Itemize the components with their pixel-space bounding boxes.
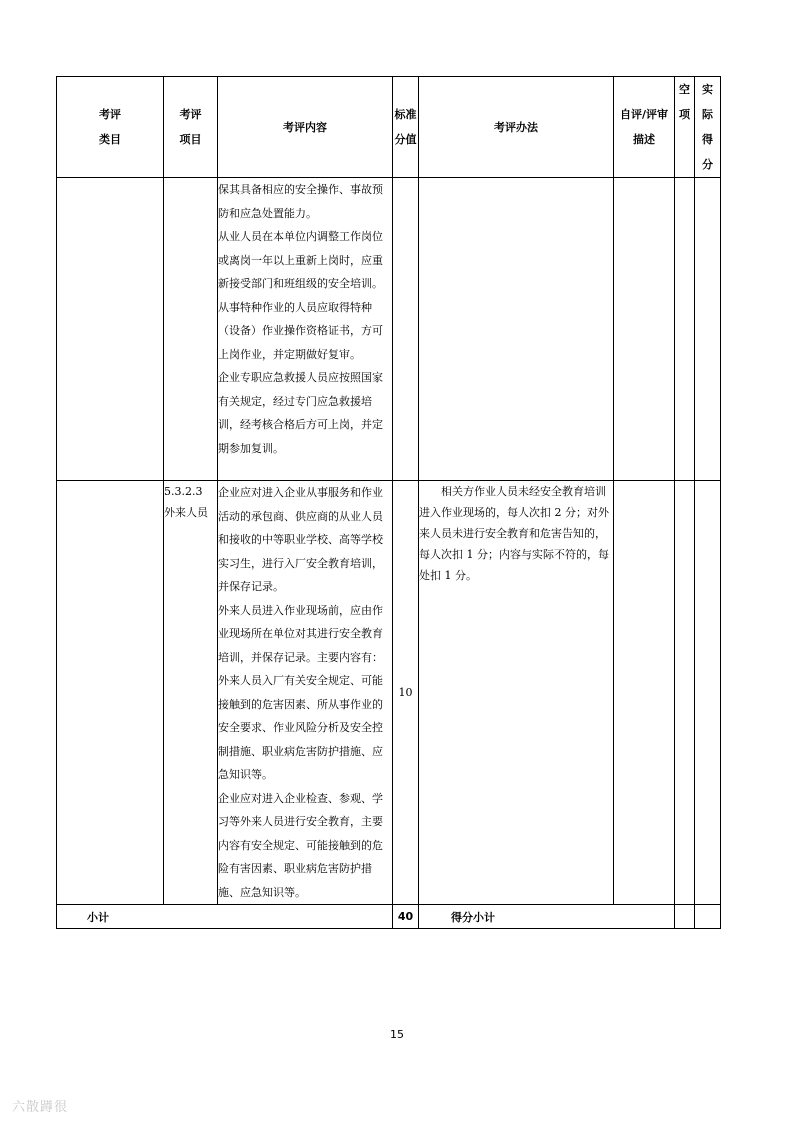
subtotal-label: 小计 bbox=[57, 905, 393, 929]
subtotal-row bbox=[57, 905, 721, 929]
actual-score-cell bbox=[695, 178, 721, 481]
score-subtotal-label: 得分小计 bbox=[419, 905, 675, 929]
category-cell bbox=[57, 481, 164, 905]
method-cell: 相关方作业人员未经安全教育培训进入作业现场的，每人次扣 2 分；对外来人员未进行安全教育和危害告知的，每人次扣 1 分；内容与实际不符的，每处扣 1 分。 bbox=[419, 481, 614, 905]
actual-score-cell bbox=[695, 481, 721, 905]
content-cell: 企业应对进入企业从事服务和作业活动的承包商、供应商的从业人员和接收的中等职业学校、高等学校实习生，进行入厂安全教育培训，并保存记录。 外来人员进入作业现场前，应由作业现场所在单位对其进行安全教育培训，并保存记录。主要内容有：外来人员入厂有关安全规定、可能接触到的危害因素、所从事作业的安全要求、作业风险分析及安全控制措施、职业病危害防护措施、应急知识等。 企业应对进入企业检查、参观、学习等外来人员进行安全教育，主要内容有安全规定、可能接触到的危险有害因素、职业病危害防护措施、应急知识等。 bbox=[218, 481, 393, 905]
blank-item-cell bbox=[675, 481, 695, 905]
subtotal-score: 40 bbox=[393, 905, 419, 929]
subtotal-actual-score bbox=[695, 905, 721, 929]
header-method: 考评办法 bbox=[419, 77, 614, 178]
header-blank-item: 空 项 bbox=[675, 77, 695, 178]
category-cell bbox=[57, 178, 164, 481]
evaluation-table bbox=[56, 76, 721, 929]
page-number: 15 bbox=[390, 1028, 404, 1041]
header-item: 考评 项目 bbox=[164, 77, 218, 178]
watermark: 六散蹲很 bbox=[12, 1100, 69, 1115]
header-standard-score: 标准 分值 bbox=[393, 77, 419, 178]
header-self-assessment: 自评/评审 描述 bbox=[614, 77, 675, 178]
item-cell: 5.3.2.3 外来人员 bbox=[164, 481, 218, 905]
table-row bbox=[57, 481, 721, 905]
method-cell bbox=[419, 178, 614, 481]
header-category: 考评 类目 bbox=[57, 77, 164, 178]
content-cell: 保其具备相应的安全操作、事故预防和应急处置能力。 从业人员在本单位内调整工作岗位或离岗一年以上重新上岗时，应重新接受部门和班组级的安全培训。 从事特种作业的人员应取得特种（设备）作业操作资格证书，方可上岗作业，并定期做好复审。 企业专职应急救援人员应按照国家有关规定，经过专门应急救援培训，经考核合格后方可上岗，并定期参加复训。 bbox=[218, 178, 393, 481]
score-cell bbox=[393, 178, 419, 481]
header-actual-score: 实 际 得 分 bbox=[695, 77, 721, 178]
score-cell: 10 bbox=[393, 481, 419, 905]
item-cell bbox=[164, 178, 218, 481]
self-assessment-cell bbox=[614, 178, 675, 481]
subtotal-blank-item bbox=[675, 905, 695, 929]
table-header-row bbox=[57, 77, 721, 178]
self-assessment-cell bbox=[614, 481, 675, 905]
table-row bbox=[57, 178, 721, 481]
header-content: 考评内容 bbox=[218, 77, 393, 178]
blank-item-cell bbox=[675, 178, 695, 481]
